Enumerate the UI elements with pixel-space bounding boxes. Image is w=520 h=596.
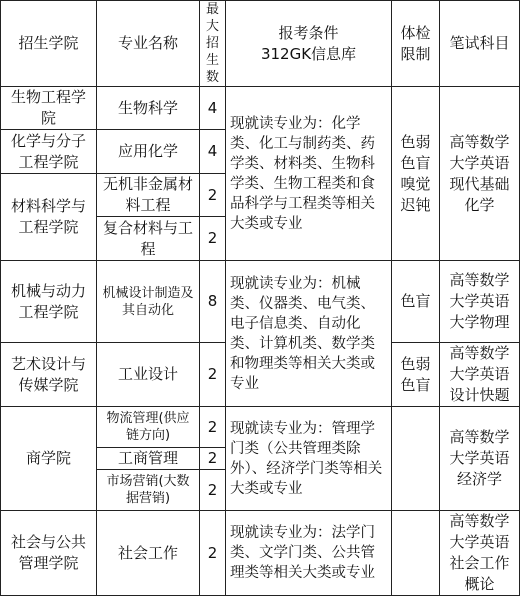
health-cell [392, 407, 440, 511]
college-cell: 材料科学与工程学院 [1, 174, 97, 261]
table-row [1, 511, 520, 596]
major-cell: 工业设计 [97, 343, 200, 407]
major-cell: 应用化学 [97, 130, 200, 174]
health-cell: 色盲 [392, 261, 440, 343]
quota-cell: 2 [200, 217, 226, 261]
exam-cell: 高等数学大学英语设计快题 [440, 343, 520, 407]
header-requirements-subtitle: 312GK信息库 [260, 44, 357, 63]
major-cell: 无机非金属材料工程 [97, 174, 200, 217]
header-row [1, 1, 520, 87]
requirements-cell: 现就读专业为：化学类、化工与制药类、药学类、材料类、生物科学类、生物工程类和食品科学与工程类等相关大类或专业 [226, 87, 392, 261]
requirements-cell: 现就读专业为：管理学门类（公共管理类除外）、经济学门类等相关大类或专业 [226, 407, 392, 511]
major-cell: 复合材料与工程 [97, 217, 200, 261]
header-major: 专业名称 [97, 1, 200, 87]
major-cell: 工商管理 [97, 448, 200, 470]
quota-cell: 4 [200, 130, 226, 174]
table-row [1, 87, 520, 130]
major-cell: 生物科学 [97, 87, 200, 130]
quota-cell: 2 [200, 470, 226, 511]
quota-cell: 2 [200, 174, 226, 217]
health-cell: 色弱色盲嗅觉迟钝 [392, 87, 440, 261]
health-cell: 色弱色盲 [392, 343, 440, 407]
requirements-cell: 现就读专业为：法学门类、文学门类、公共管理类等相关大类或专业 [226, 511, 392, 596]
major-cell: 市场营销(大数据营销) [97, 470, 200, 511]
college-cell: 艺术设计与传媒学院 [1, 343, 97, 407]
college-cell: 商学院 [1, 407, 97, 511]
quota-cell: 8 [200, 261, 226, 343]
exam-cell: 高等数学大学英语社会工作概论 [440, 511, 520, 596]
college-cell: 生物工程学院 [1, 87, 97, 130]
college-cell: 社会与公共管理学院 [1, 511, 97, 596]
quota-cell: 2 [200, 343, 226, 407]
header-requirements-title: 报考条件 [278, 23, 339, 42]
major-cell: 机械设计制造及其自动化 [97, 261, 200, 343]
header-exam: 笔试科目 [440, 1, 520, 87]
health-cell [392, 511, 440, 596]
quota-cell: 2 [200, 511, 226, 596]
header-health: 体检限制 [392, 1, 440, 87]
header-requirements [226, 1, 392, 87]
college-cell: 化学与分子工程学院 [1, 130, 97, 174]
major-cell: 社会工作 [97, 511, 200, 596]
exam-cell: 高等数学大学英语大学物理 [440, 261, 520, 343]
quota-cell: 4 [200, 87, 226, 130]
table-row [1, 261, 520, 343]
quota-cell: 2 [200, 448, 226, 470]
college-cell: 机械与动力工程学院 [1, 261, 97, 343]
quota-cell: 2 [200, 407, 226, 448]
header-college: 招生学院 [1, 1, 97, 87]
header-quota: 最大招生数 [200, 1, 226, 87]
major-cell: 物流管理(供应链方向) [97, 407, 200, 448]
exam-cell: 高等数学大学英语现代基础化学 [440, 87, 520, 261]
requirements-cell: 现就读专业为：机械类、仪器类、电气类、电子信息类、自动化类、计算机类、数学类和物理类等相关大类或专业 [226, 261, 392, 407]
exam-cell: 高等数学大学英语经济学 [440, 407, 520, 511]
table-row [1, 407, 520, 448]
